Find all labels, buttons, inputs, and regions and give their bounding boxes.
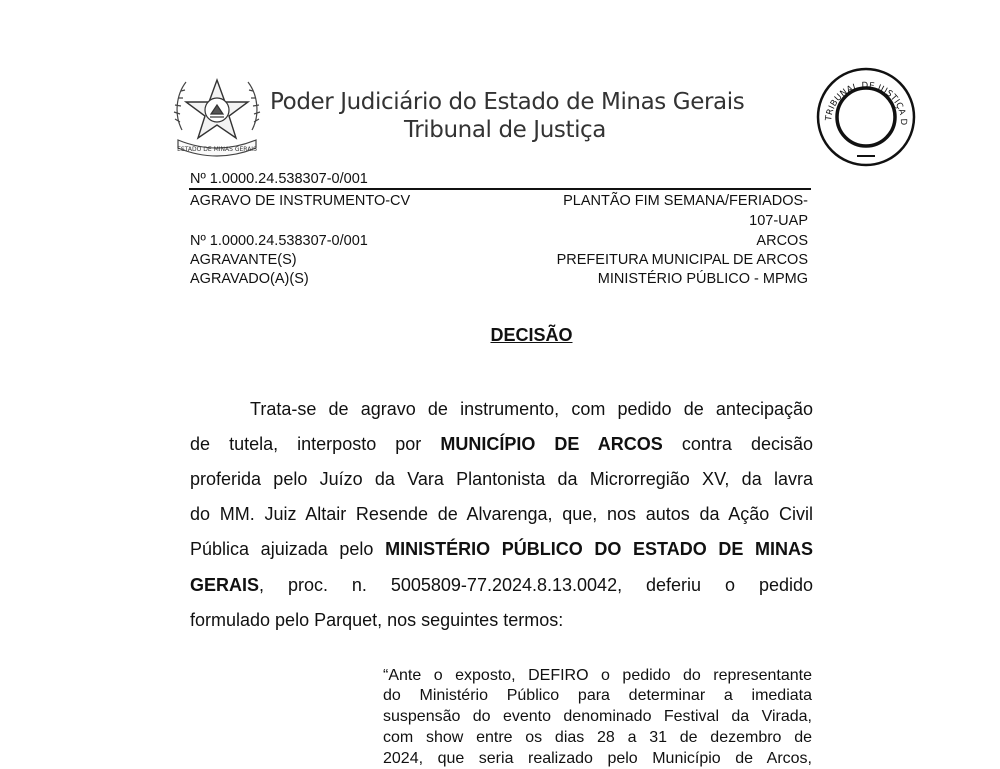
tribunal-seal	[812, 67, 920, 167]
paragraph-line	[190, 574, 813, 596]
seal-text: TRIBUNAL DE JUSTIÇA D	[824, 80, 909, 126]
agravante-label: AGRAVANTE(S)	[190, 252, 297, 268]
decision-heading: DECISÃO	[490, 325, 573, 345]
party-agravado-cont: GERAIS	[190, 575, 260, 595]
quote-line: “Ante o exposto, DEFIRO o pedido do representante	[383, 667, 812, 684]
case-type: AGRAVO DE INSTRUMENTO-CV	[190, 193, 411, 209]
paragraph-line: formulado pelo Parquet, nos seguintes termos:	[190, 610, 564, 630]
case-unit-line2: 107-UAP	[749, 213, 808, 229]
paragraph-text: de tutela, interposto por	[190, 434, 422, 454]
paragraph-line: do MM. Juiz Altair Resende de Alvarenga, que, nos autos da Ação Civil	[190, 504, 813, 524]
agravado-value: MINISTÉRIO PÚBLICO - MPMG	[597, 271, 808, 287]
quote-line: 2024, que seria realizado pelo Município de Arcos,	[383, 750, 812, 767]
party-agravante: MUNICÍPIO DE ARCOS	[440, 434, 663, 454]
paragraph-line: Trata-se de agravo de instrumento, com pedido de antecipação	[250, 399, 813, 419]
coat-of-arms-logo	[172, 70, 262, 162]
party-agravado: MINISTÉRIO PÚBLICO DO ESTADO DE MINAS	[385, 539, 813, 559]
court-name: Poder Judiciário do Estado de Minas Gerais	[270, 89, 745, 115]
case-unit-line1: PLANTÃO FIM SEMANA/FERIADOS-	[563, 193, 808, 209]
paragraph-line	[190, 433, 813, 455]
case-number: Nº 1.0000.24.538307-0/001	[190, 233, 368, 249]
quote-line: do Ministério Público para determinar a imediata	[383, 687, 812, 704]
paragraph-text: Pública ajuizada pelo	[190, 539, 374, 559]
paragraph-text: , proc. n. 5005809-77.2024.8.13.0042, deferiu o pedido	[259, 575, 813, 595]
court-title	[270, 88, 745, 144]
paragraph-line	[190, 538, 813, 560]
paragraph-line: proferida pelo Juízo da Vara Plantonista da Microrregião XV, da lavra	[190, 469, 813, 489]
tribunal-name: Tribunal de Justiça	[403, 117, 607, 143]
paragraph-text: contra decisão	[681, 434, 813, 454]
quote-line: com show entre os dias 28 a 31 de dezembro de	[383, 729, 812, 746]
case-city: ARCOS	[756, 233, 808, 249]
case-number-top: Nº 1.0000.24.538307-0/001	[190, 171, 368, 187]
agravado-label: AGRAVADO(A)(S)	[190, 271, 309, 287]
crest-ribbon-text: ESTADO DE MINAS GERAIS	[177, 146, 257, 153]
quote-line: suspensão do evento denominado Festival da Virada,	[383, 708, 812, 725]
agravante-value: PREFEITURA MUNICIPAL DE ARCOS	[556, 252, 808, 268]
header-divider	[189, 188, 811, 190]
